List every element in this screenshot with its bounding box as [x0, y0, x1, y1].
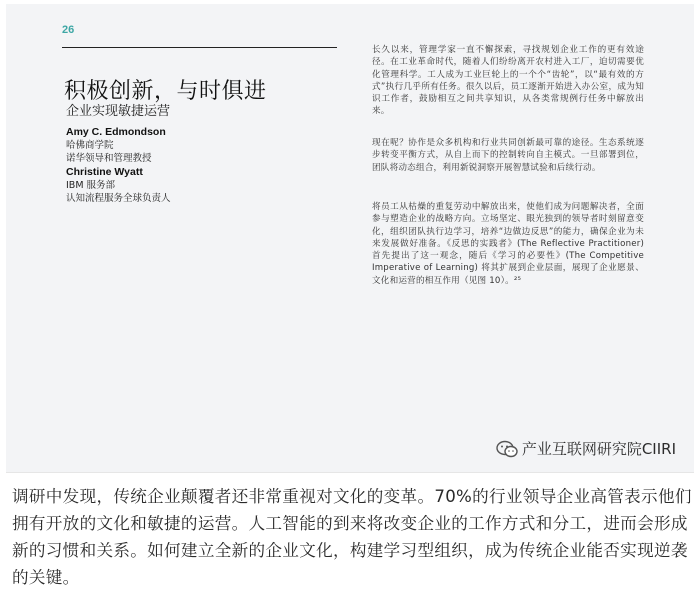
author-block-2	[66, 166, 171, 205]
body-paragraph-2: 现在呢？协作是众多机构和行业共同创新最可靠的途径。生态系统逐步转变平衡方式，从自上而下的控制转向自主模式。一旦部署到位，团队将动态组合，利用新锐洞察开展智慧试验和后续行动。	[372, 138, 644, 173]
page-number: 26	[62, 24, 75, 36]
author-block-1	[66, 126, 166, 165]
wechat-watermark	[496, 438, 676, 459]
author-position: 认知流程服务全球负责人	[66, 193, 171, 204]
article-subtitle: 企业实现敏捷运营	[66, 104, 171, 119]
body-paragraph-1: 长久以来，管理学家一直不懈探索，寻找规划企业工作的更有效途径。在工业革命时代，随着人们纷纷离开农村进入工厂，迫切需要优化管理科学。工人成为工业巨轮上的一个个“齿轮”，以“最有效的方式”执行几乎所有任务。很久以后，员工逐渐开始进入办公室，成为知识工作者，鼓励相互之间共享知识，从各类常规例行任务中解放出来。	[372, 45, 644, 117]
author-name: Christine Wyatt	[66, 166, 143, 178]
watermark-text: 产业互联网研究院CIIRI	[521, 440, 676, 458]
author-position: 诺华领导和管理教授	[66, 153, 152, 164]
author-name: Amy C. Edmondson	[66, 126, 166, 138]
author-affiliation: IBM 服务部	[66, 180, 116, 191]
body-paragraph-3: 将员工从枯燥的重复劳动中解放出来，使他们成为问题解决者，全面参与塑造企业的战略方向。立场坚定、眼光独到的领导者时刻留意变化，组织团队执行边学习，培养“边做边反思”的能力，确保企业为未来发展做好准备。《反思的实践者》(The Reflective Practitioner) 首先提出了这一观念，随后《学习的必要性》(The Competitive Imperative of Learning) 将其扩展到企业层面，展现了企业愿景、文化和运营的相互作用（见图 10）。²⁵	[372, 202, 644, 286]
author-affiliation: 哈佛商学院	[66, 140, 114, 151]
article-title: 积极创新，与时俱进	[64, 79, 267, 104]
top-rule	[62, 47, 337, 48]
report-page-image	[6, 4, 694, 473]
article-caption: 调研中发现，传统企业颠覆者还非常重视对文化的变革。70%的行业领导企业高管表示他们拥有开放的文化和敏捷的运营。人工智能的到来将改变企业的工作方式和分工，进而会形成新的习惯和关系。如何建立全新的企业文化，构建学习型组织，成为传统企业能否实现逆袭的关键。	[12, 487, 692, 587]
wechat-icon	[496, 440, 518, 458]
